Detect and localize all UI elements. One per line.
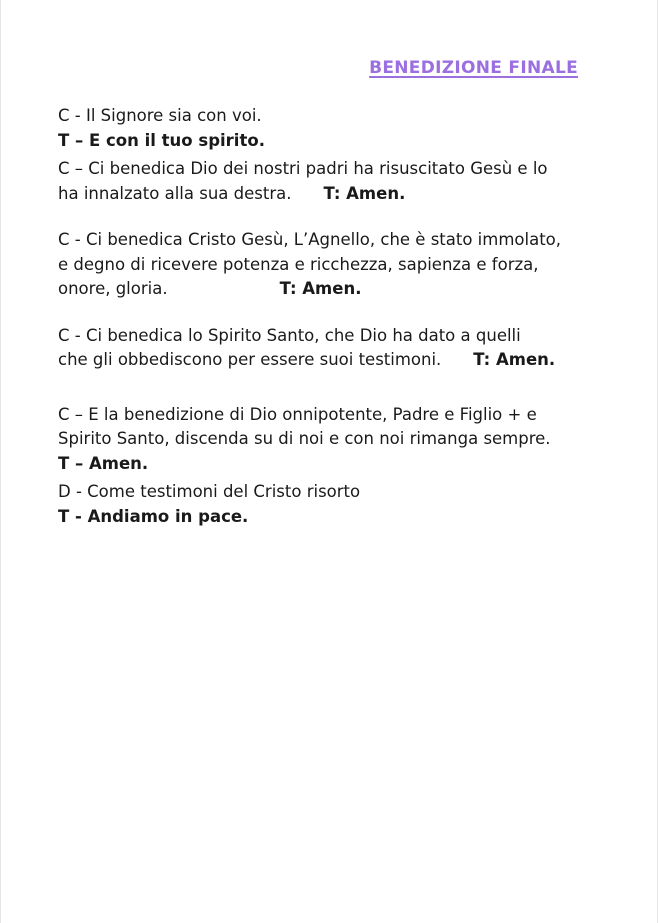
celebrant-line: C - Il Signore sia con voi. [58,106,262,125]
dismissal-block [58,480,618,529]
celebrant-line: C - Ci benedica Cristo Gesù, L’Agnello, che è stato immolato, [58,230,562,249]
celebrant-line: e degno di ricevere potenza e ricchezza, sapienza e forza, [58,254,539,274]
people-response: T – Amen. [58,453,149,473]
blessing-block-2 [58,157,618,206]
celebrant-line: C – Ci benedica Dio dei nostri padri ha risuscitato Gesù e lo [58,159,548,178]
people-response: T: Amen. [279,279,362,298]
page-title: BENEDIZIONE FINALE [369,58,578,78]
celebrant-line-text: onore, gloria. [58,279,168,298]
blessing-block-3 [58,228,618,302]
celebrant-line: Spirito Santo, discenda su di noi e con noi rimanga sempre. [58,429,551,448]
celebrant-line-text: che gli obbediscono per essere suoi testimoni. [58,350,442,369]
people-response: T: Amen. [473,350,556,369]
celebrant-line-with-response [58,277,618,302]
blessing-block-1 [58,104,618,153]
celebrant-line-with-response [58,182,618,207]
deacon-line: D - Come testimoni del Cristo risorto [58,482,361,501]
people-response: T - Andiamo in pace. [58,506,249,526]
celebrant-line: C – E la benedizione di Dio onnipotente, Padre e Figlio + e [58,404,537,424]
blessing-block-4 [58,324,618,373]
celebrant-line-text: ha innalzato alla sua destra. [58,183,292,203]
document-body [58,104,618,529]
celebrant-line-with-response [58,348,618,373]
people-response: T – E con il tuo spirito. [58,130,265,150]
celebrant-line: C - Ci benedica lo Spirito Santo, che Dio ha dato a quelli [58,325,521,345]
people-response: T: Amen. [323,183,406,203]
blessing-block-5 [58,403,618,477]
